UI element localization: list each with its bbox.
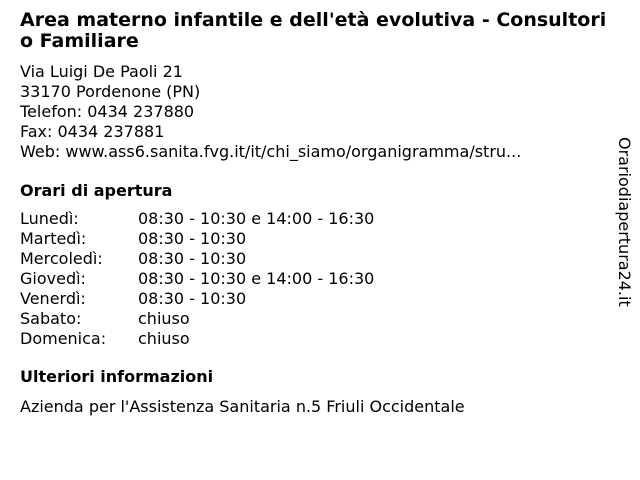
opening-hours-table: [20, 209, 612, 349]
day-label: Lunedì:: [20, 209, 79, 228]
street-address: Via Luigi De Paoli 21: [20, 62, 183, 81]
day-hours: 08:30 - 10:30 e 14:00 - 16:30: [138, 269, 375, 288]
website-link[interactable]: Web: www.ass6.sanita.fvg.it/it/chi_siamo/organigramma/stru...: [20, 142, 522, 161]
phone-number: Telefon: 0434 237880: [20, 102, 195, 121]
more-info-heading: Ulteriori informazioni: [20, 367, 214, 386]
day-label: Domenica:: [20, 329, 107, 348]
address-block: [20, 62, 612, 162]
day-label: Mercoledì:: [20, 249, 103, 268]
day-label: Venerdì:: [20, 289, 86, 308]
page-title: Area materno infantile e dell'età evolutiva - Consultorio Familiare: [20, 9, 607, 52]
hours-row-sunday: [20, 329, 612, 349]
fax-number: Fax: 0434 237881: [20, 122, 165, 141]
day-label: Giovedì:: [20, 269, 86, 288]
day-hours: 08:30 - 10:30: [138, 249, 247, 268]
day-hours: chiuso: [138, 309, 190, 328]
hours-row-tuesday: [20, 229, 612, 249]
more-info-text: Azienda per l'Assistenza Sanitaria n.5 Friuli Occidentale: [20, 397, 465, 416]
day-label: Martedì:: [20, 229, 87, 248]
consultorio-info-card: [20, 10, 612, 417]
day-hours: 08:30 - 10:30: [138, 289, 247, 308]
day-hours: 08:30 - 10:30: [138, 229, 247, 248]
hours-row-wednesday: [20, 249, 612, 269]
day-label: Sabato:: [20, 309, 82, 328]
hours-row-saturday: [20, 309, 612, 329]
day-hours: 08:30 - 10:30 e 14:00 - 16:30: [138, 209, 375, 228]
opening-hours-heading: Orari di apertura: [20, 181, 173, 200]
hours-row-friday: [20, 289, 612, 309]
hours-row-thursday: [20, 269, 612, 289]
watermark-text: Orariodiapertura24.it: [615, 137, 634, 307]
hours-row-monday: [20, 209, 612, 229]
site-watermark: [608, 134, 640, 310]
city-postal: 33170 Pordenone (PN): [20, 82, 201, 101]
day-hours: chiuso: [138, 329, 190, 348]
